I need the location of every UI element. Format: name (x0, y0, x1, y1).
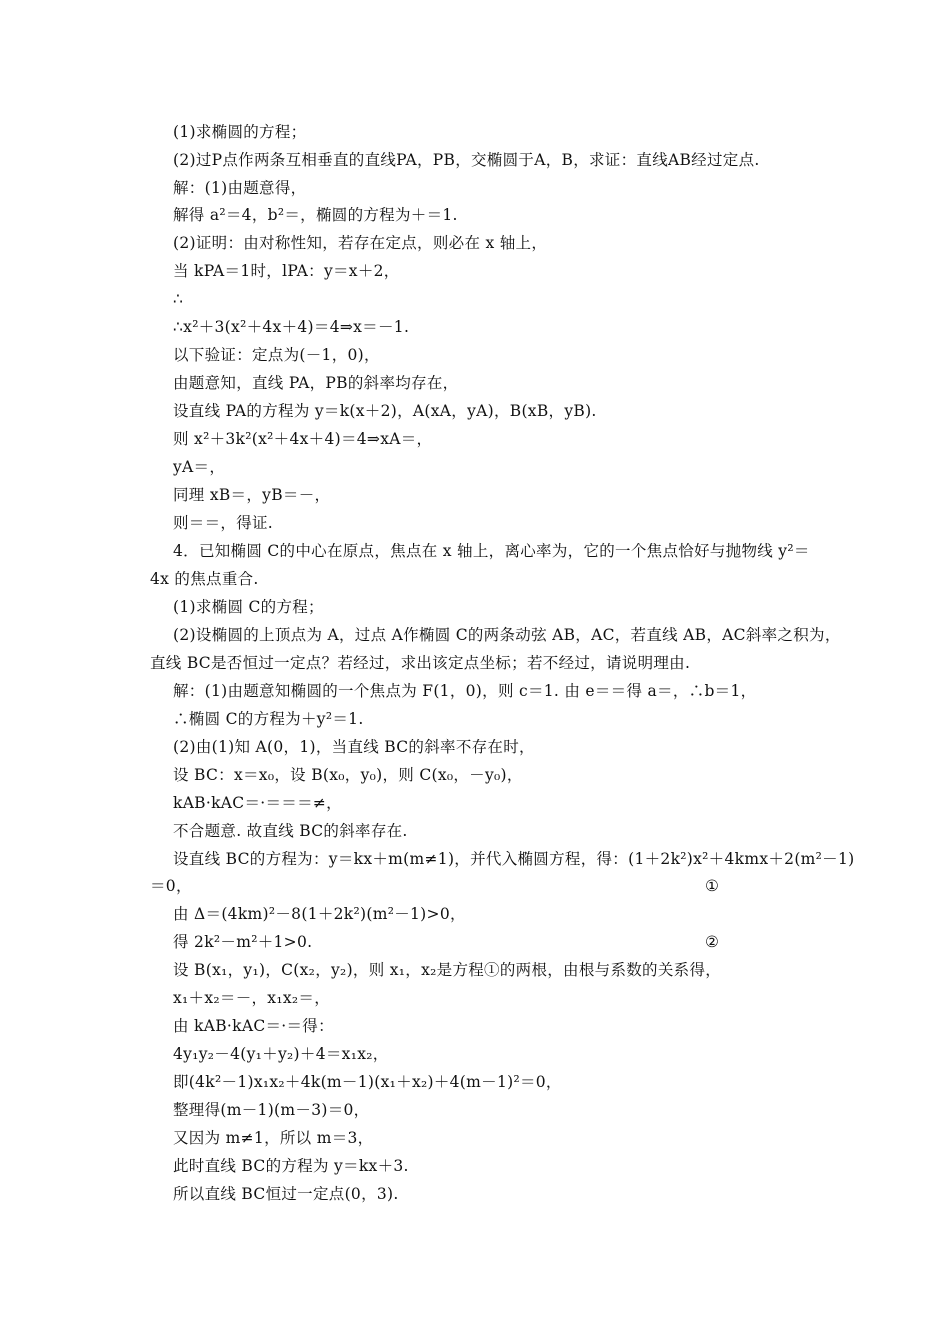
text-line: 得 2k²－m²＋1>0. (173, 933, 313, 951)
text-line: kAB·kAC＝·＝＝＝≠， (173, 794, 342, 812)
text-line: 解得 a²＝4，b²＝，椭圆的方程为＋＝1. (173, 206, 458, 224)
text-line: 当 kPA＝1时，lPA：y＝x＋2， (173, 262, 400, 280)
text-line: 解：(1)由题意知椭圆的一个焦点为 F(1，0)，则 c＝1. 由 e＝＝得 a＝，∴b＝1， (173, 682, 757, 700)
text-line: 4x 的焦点重合. (150, 570, 259, 588)
text-line: x₁＋x₂＝－，x₁x₂＝， (173, 989, 331, 1007)
text-line: 整理得(m－1)(m－3)＝0， (173, 1101, 370, 1119)
text-line: 则＝＝，得证. (173, 514, 274, 532)
text-line: (2)由(1)知 A(0，1)，当直线 BC的斜率不存在时， (173, 738, 535, 756)
text-line: 此时直线 BC的方程为 y＝kx＋3. (173, 1157, 409, 1175)
text-line: 设 BC：x＝x₀，设 B(x₀，y₀)，则 C(x₀，－y₀)， (173, 766, 523, 784)
text-line: 不合题意. 故直线 BC的斜率存在. (173, 822, 408, 840)
text-line: 又因为 m≠1，所以 m＝3， (173, 1129, 374, 1147)
text-line: 设 B(x₁，y₁)，C(x₂，y₂)，则 x₁，x₂是方程①的两根，由根与系数的关系得， (173, 961, 722, 979)
text-line: 即(4k²－1)x₁x₂＋4k(m－1)(x₁＋x₂)＋4(m－1)²＝0， (173, 1073, 562, 1091)
text-line: 则 x²＋3k²(x²＋4x＋4)＝4⇒xA＝， (173, 430, 433, 448)
text-line: (2)证明：由对称性知，若存在定点，则必在 x 轴上， (173, 234, 548, 252)
text-line: 设直线 BC的方程为：y＝kx＋m(m≠1)，并代入椭圆方程，得：(1＋2k²)x²＋4kmx＋2(m²－1) (173, 850, 855, 868)
text-line: ∴椭圆 C的方程为＋y²＝1. (173, 710, 364, 728)
text-line: 由 Δ＝(4km)²－8(1＋2k²)(m²－1)>0， (173, 905, 466, 923)
text-line: 由题意知，直线 PA，PB的斜率均存在， (173, 374, 459, 392)
text-line: ＝0， (150, 877, 192, 895)
text-line: ∴x²＋3(x²＋4x＋4)＝4⇒x＝－1. (173, 318, 410, 336)
equation-marker: ① (705, 877, 719, 895)
equation-marker: ② (705, 933, 719, 951)
text-line: 4y₁y₂－4(y₁＋y₂)＋4＝x₁x₂， (173, 1045, 389, 1063)
text-line: (2)设椭圆的上顶点为 A，过点 A作椭圆 C的两条动弦 AB，AC，若直线 AB，AC斜率之积为， (173, 626, 841, 644)
text-line: 4．已知椭圆 C的中心在原点，焦点在 x 轴上，离心率为，它的一个焦点恰好与抛物线 y²＝ (173, 542, 810, 560)
text-line: 设直线 PA的方程为 y＝k(x＋2)，A(xA，yA)，B(xB，yB). (173, 402, 597, 420)
text-line: (1)求椭圆 C的方程； (173, 598, 324, 616)
text-line: 由 kAB·kAC＝·＝得： (173, 1017, 334, 1035)
text-line: yA＝， (173, 458, 226, 476)
text-line: 同理 xB＝，yB＝－， (173, 486, 331, 504)
text-line: 所以直线 BC恒过一定点(0，3). (173, 1185, 399, 1203)
text-line: 以下验证：定点为(－1，0)， (173, 346, 380, 364)
text-line: (1)求椭圆的方程； (173, 123, 307, 141)
text-line: 解：(1)由题意得， (173, 179, 307, 197)
text-line: ∴ (173, 290, 184, 308)
text-line: 直线 BC是否恒过一定点？若经过，求出该定点坐标；若不经过，请说明理由. (150, 654, 691, 672)
text-line: (2)过P点作两条互相垂直的直线PA，PB，交椭圆于A，B，求证：直线AB经过定点. (173, 151, 760, 169)
